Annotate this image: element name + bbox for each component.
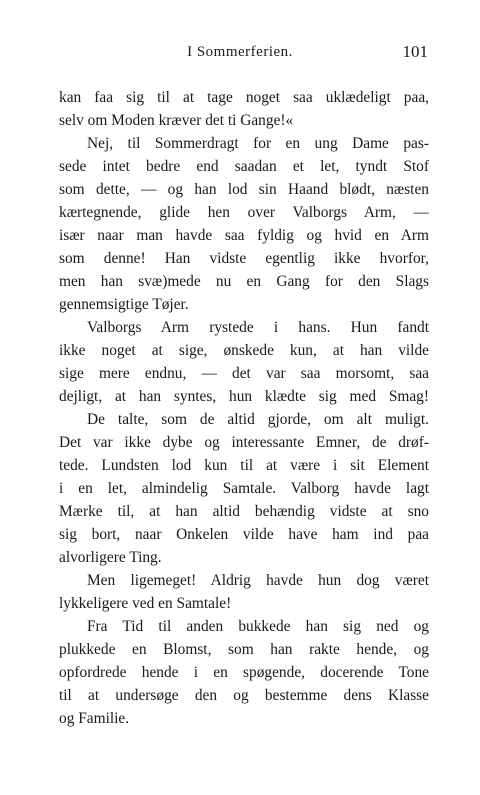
text-line: alvorligere Ting. [59,549,162,566]
text-line: som dette, — og han lod sin Haand blødt, næsten [59,181,429,198]
text-line: Valborgs Arm rystede i hans. Hun fandt [87,319,429,336]
text-line: især naar man havde saa fyldig og hvid en Arm [59,227,429,244]
text-line: gennemsigtige Tøjer. [59,296,189,313]
running-title: I Sommerferien. [187,44,293,60]
text-line: i en let, almindelig Samtale. Valborg havde lagt [59,480,429,497]
text-line: De talte, som de altid gjorde, om alt muligt. [87,411,429,428]
body-text [59,86,429,730]
text-line: selv om Moden kræver det ti Gange!« [59,112,294,129]
text-line: kærtegnende, glide hen over Valborgs Arm, — [59,204,429,221]
text-line: plukkede en Blomst, som han rakte hende, og [59,641,429,658]
text-line: opfordrede hende i en spøgende, docerende Tone [59,664,429,681]
text-line: Mærke til, at han altid behændig vidste at sno [59,503,429,520]
text-line: dejligt, at han syntes, hun klædte sig med Smag! [59,388,429,405]
text-line: Fra Tid til anden bukkede han sig ned og [87,618,429,635]
text-line: lykkeligere ved en Samtale! [59,595,232,612]
page-number: 101 [402,42,428,61]
text-line: sede intet bedre end saadan et let, tyndt Stof [59,158,429,175]
text-line: Nej, til Sommerdragt for en ung Dame pas- [87,135,429,152]
text-line: ikke noget at sige, ønskede kun, at han vilde [59,342,429,359]
text-line: Det var ikke dybe og interessante Emner, de drøf- [59,434,429,451]
text-line: Men ligemeget! Aldrig havde hun dog været [87,572,429,589]
text-line: tede. Lundsten lod kun til at være i sit Element [59,457,429,474]
text-line: og Familie. [59,710,130,727]
text-line: som denne! Han vidste egentlig ikke hvorfor, [59,250,429,267]
text-line: kan faa sig til at tage noget saa uklædeligt paa, [59,89,429,106]
text-line: til at undersøge den og bestemme dens Klasse [59,687,429,704]
text-line: sige mere endnu, — det var saa morsomt, saa [59,365,429,382]
text-line: men han svæ)mede nu en Gang for den Slags [59,273,429,290]
text-line: sig bort, naar Onkelen vilde have ham ind paa [59,526,429,543]
